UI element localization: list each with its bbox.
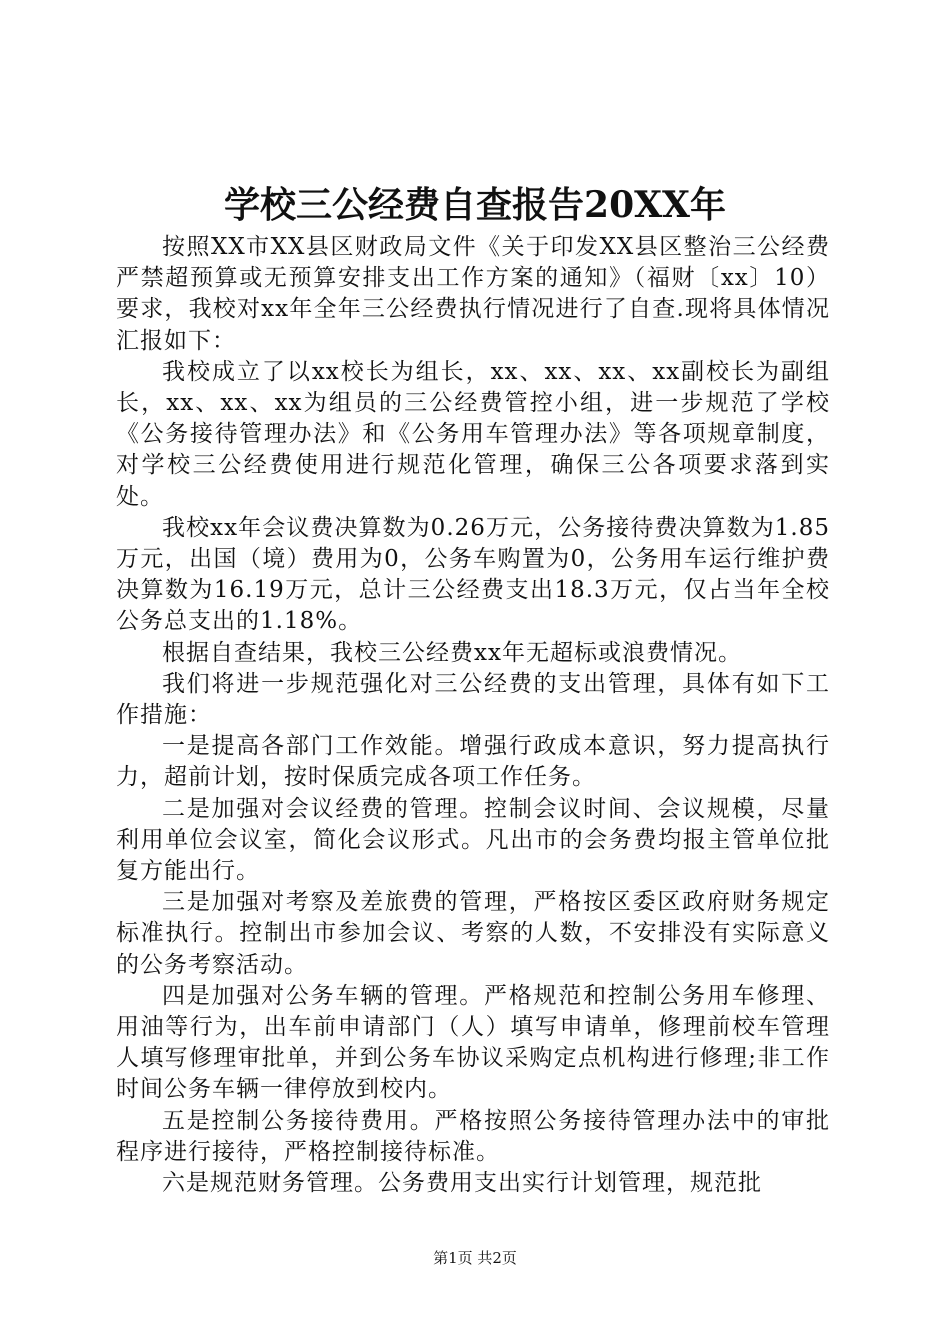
document-title: 学校三公经费自查报告20XX年 bbox=[224, 184, 726, 226]
paragraph-measures-intro: 我们将进一步规范强化对三公经费的支出管理，具体有如下工作措施： bbox=[116, 670, 830, 729]
paragraph-measure-1: 一是提高各部门工作效能。增强行政成本意识，努力提高执行力，超前计划，按时保质完成各项工作任务。 bbox=[116, 733, 830, 791]
paragraph-measure-2: 二是加强对会议经费的管理。控制会议时间、会议规模，尽量利用单位会议室，简化会议形式。凡出市的会务费均报主管单位批复方能出行。 bbox=[116, 795, 830, 885]
paragraph-result: 根据自查结果，我校三公经费xx年无超标或浪费情况。 bbox=[162, 639, 742, 666]
paragraph-measure-5: 五是控制公务接待费用。严格按照公务接待管理办法中的审批程序进行接待，严格控制接待标准。 bbox=[116, 1107, 830, 1165]
paragraph-intro: 按照XX市XX县区财政局文件《关于印发XX县区整治三公经费严禁超预算或无预算安排支出工作方案的通知》（福财〔xx〕10）要求，我校对xx年全年三公经费执行情况进行了自查.现将具体情况汇报如下： bbox=[116, 234, 830, 354]
document-body bbox=[116, 232, 830, 1199]
paragraph-measure-6: 六是规范财务管理。公务费用支出实行计划管理，规范批 bbox=[162, 1170, 762, 1197]
paragraph-group: 我校成立了以xx校长为组长，xx、xx、xx、xx副校长为副组长，xx、xx、xx为组员的三公经费管控小组，进一步规范了学校《公务接待管理办法》和《公务用车管理办法》等各项规章制度，对学校三公经费使用进行规范化管理，确保三公各项要求落到实处。 bbox=[116, 358, 830, 510]
page-number-footer: 第1页 共2页 bbox=[433, 1249, 517, 1267]
paragraph-measure-3: 三是加强对考察及差旅费的管理，严格按区委区政府财务规定标准执行。控制出市参加会议、考察的人数，不安排没有实际意义的公务考察活动。 bbox=[116, 889, 830, 978]
paragraph-measure-4: 四是加强对公务车辆的管理。严格规范和控制公务用车修理、用油等行为，出车前申请部门（人）填写申请单，修理前校车管理人填写修理审批单，并到公务车协议采购定点机构进行修理;非工作时间公务车辆一律停放到校内。 bbox=[116, 982, 830, 1103]
paragraph-figures: 我校xx年会议费决算数为0.26万元，公务接待费决算数为1.85万元，出国（境）费用为0，公务车购置为0，公务用车运行维护费决算数为16.19万元，总计三公经费支出18.3万元，仅占当年全校公务总支出的1.18%。 bbox=[116, 514, 830, 635]
